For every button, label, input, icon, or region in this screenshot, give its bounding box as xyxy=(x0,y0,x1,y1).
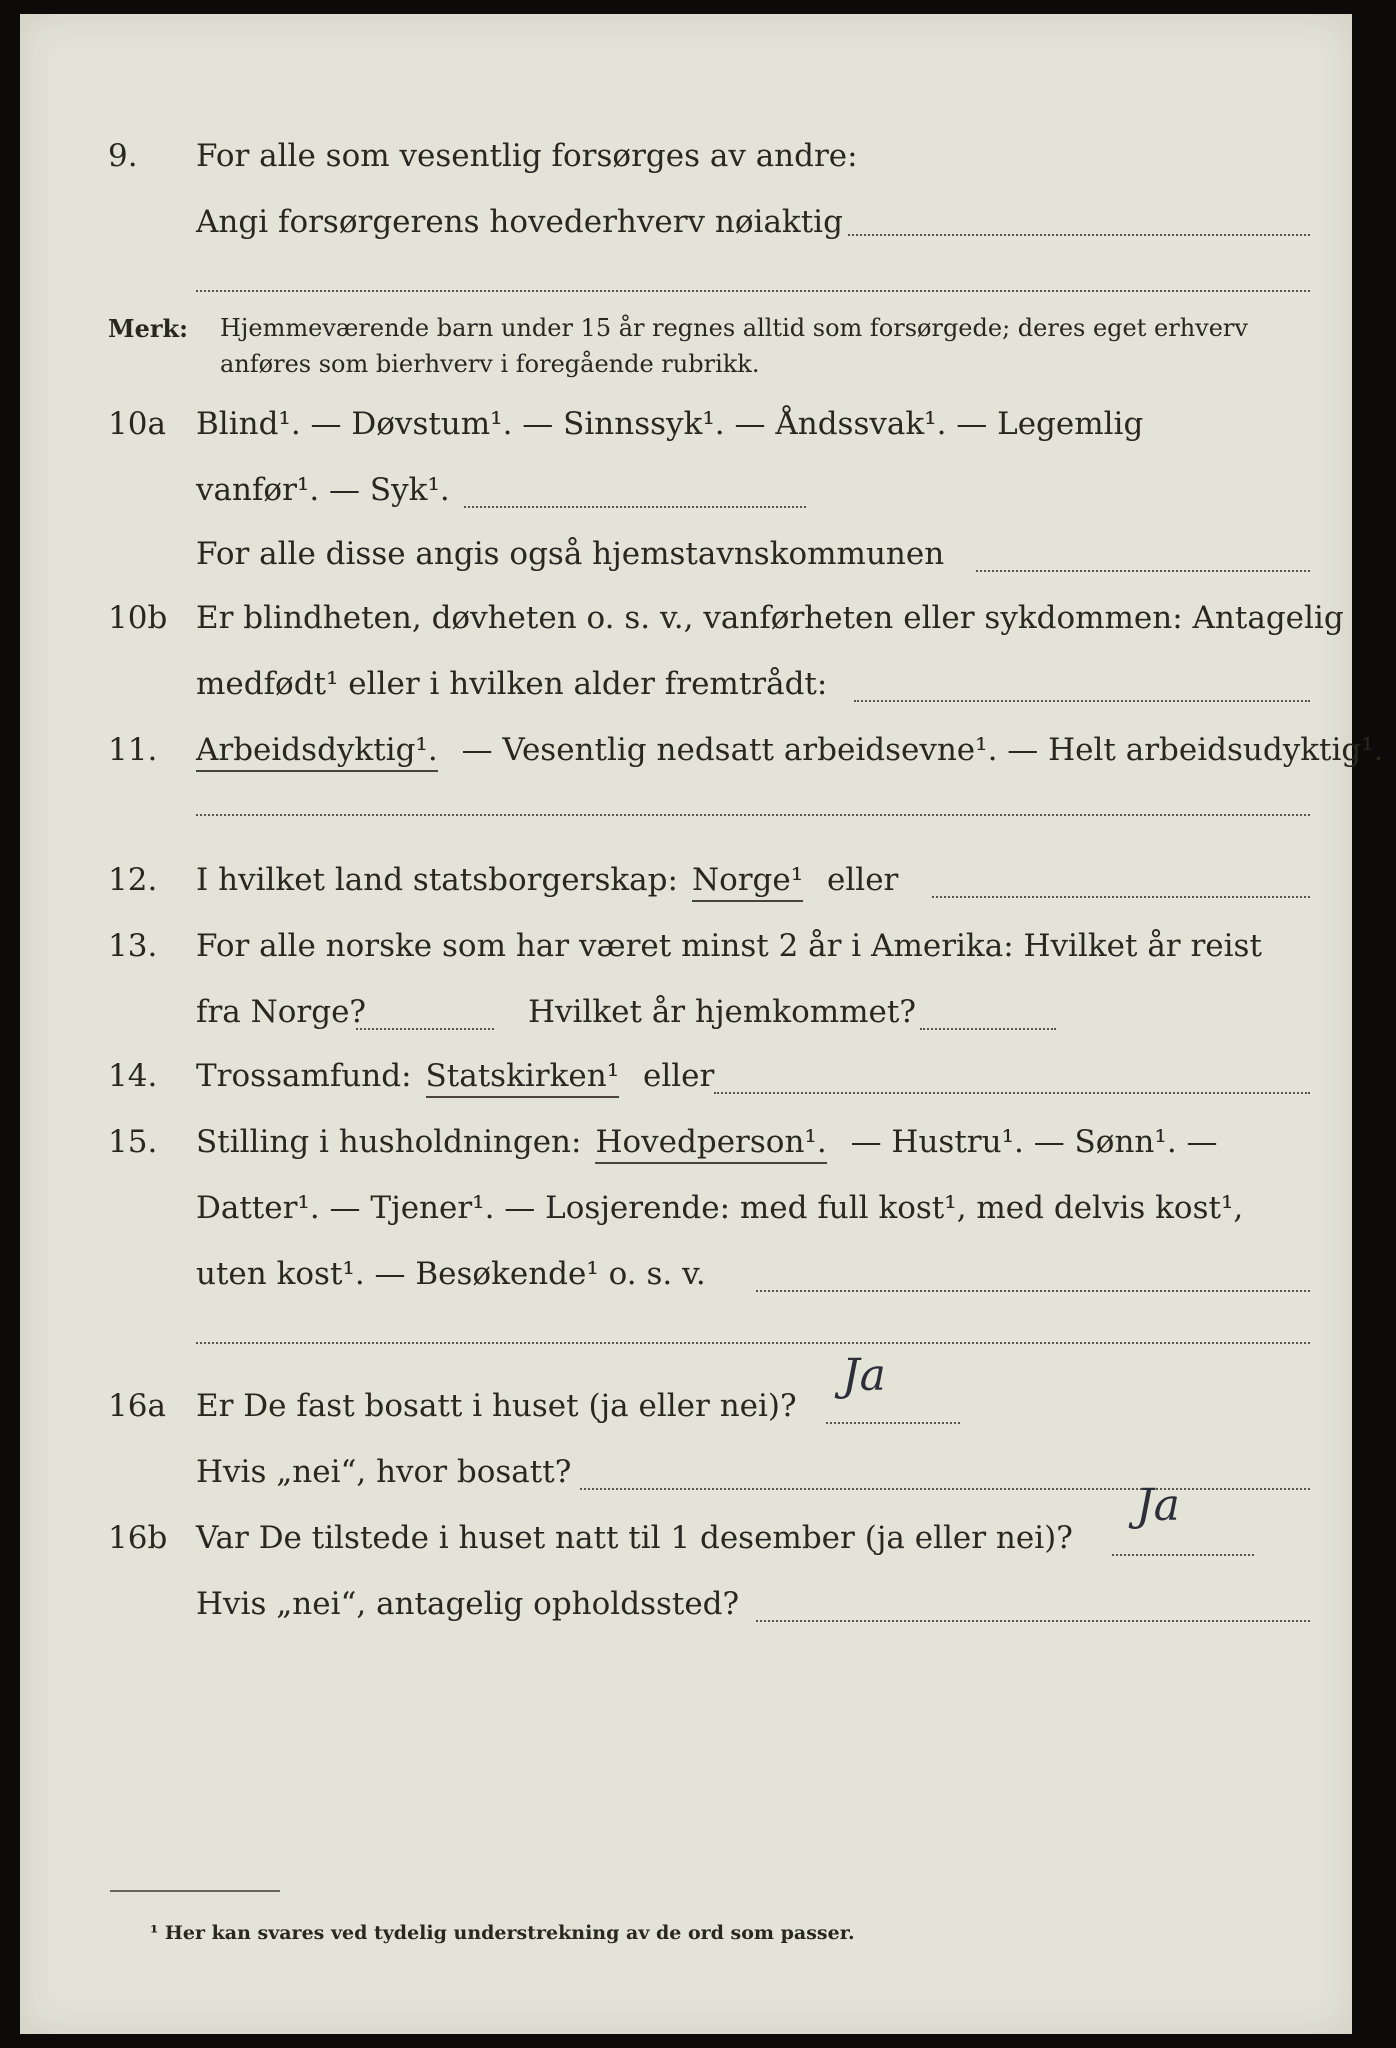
question-text: Er De fast bosatt i huset (ja eller nei)? xyxy=(196,1388,797,1424)
question-text: For alle som vesentlig forsørges av andre: xyxy=(196,138,858,174)
question-10b-line2 xyxy=(20,666,1352,716)
question-16a xyxy=(20,1388,1352,1438)
question-text: uten kost¹. — Besøkende¹ o. s. v. xyxy=(196,1256,706,1292)
question-9 xyxy=(20,138,1352,188)
question-text: Blind¹. — Døvstum¹. — Sinnssyk¹. — Åndssvak¹. — Legemlig xyxy=(196,406,1144,442)
answer-line[interactable] xyxy=(756,1620,1310,1622)
question-10a xyxy=(20,406,1352,456)
question-number: 10a xyxy=(108,406,166,442)
question-number: 10b xyxy=(108,600,168,636)
question-9-line2 xyxy=(20,204,1352,254)
answer-line[interactable] xyxy=(464,506,806,508)
question-text: For alle norske som har været minst 2 år i Amerika: Hvilket år reist xyxy=(196,928,1262,964)
question-label: Stilling i husholdningen: xyxy=(196,1124,582,1160)
answer-line[interactable] xyxy=(356,1028,494,1030)
question-number: 14. xyxy=(108,1058,158,1094)
question-label: eller xyxy=(827,862,899,898)
answer-line[interactable] xyxy=(976,570,1310,572)
question-16b-line2 xyxy=(20,1586,1352,1636)
answer-line[interactable] xyxy=(196,814,1310,816)
question-text: Hvis „nei“, antagelig opholdssted? xyxy=(196,1586,740,1622)
question-15-line3 xyxy=(20,1256,1352,1306)
question-text: Datter¹. — Tjener¹. — Losjerende: med full kost¹, med delvis kost¹, xyxy=(196,1190,1244,1226)
question-text: Hvilket år hjemkommet? xyxy=(528,994,916,1030)
answer-line[interactable] xyxy=(714,1092,1310,1094)
census-form-page xyxy=(20,14,1384,2034)
question-10b xyxy=(20,600,1352,650)
answer-line[interactable] xyxy=(920,1028,1056,1030)
note-line: anføres som bierhverv i foregående rubrikk. xyxy=(220,350,760,378)
question-13-line2 xyxy=(20,994,1352,1044)
question-number: 11. xyxy=(108,732,158,768)
selected-option[interactable]: Hovedperson¹. xyxy=(595,1124,826,1164)
answer-line[interactable] xyxy=(580,1488,1310,1490)
question-13 xyxy=(20,928,1352,978)
question-number: 16b xyxy=(108,1520,168,1556)
answer-line[interactable] xyxy=(848,234,1310,236)
question-text: For alle disse angis også hjemstavnskommunen xyxy=(196,536,945,572)
question-label: Trossamfund: xyxy=(196,1058,412,1094)
question-text: Angi forsørgerens hovederhverv nøiaktig xyxy=(196,204,843,240)
footnote-rule xyxy=(110,1890,280,1892)
question-options: — Vesentlig nedsatt arbeidsevne¹. — Helt arbeidsudyktig¹. xyxy=(461,732,1384,768)
selected-option[interactable]: Norge¹ xyxy=(692,862,803,902)
footnote: ¹ Her kan svares ved tydelig understrekning av de ord som passer. xyxy=(150,1922,855,1944)
question-15-line2 xyxy=(20,1190,1352,1240)
question-text xyxy=(196,1124,1232,1160)
answer-line[interactable] xyxy=(826,1422,960,1424)
selected-option[interactable]: Statskirken¹ xyxy=(426,1058,620,1098)
question-15 xyxy=(20,1124,1352,1174)
question-number: 16a xyxy=(108,1388,166,1424)
question-number: 15. xyxy=(108,1124,158,1160)
question-10a-line3 xyxy=(20,536,1352,586)
answer-line[interactable] xyxy=(196,1342,1310,1344)
question-11 xyxy=(20,732,1384,782)
question-number: 9. xyxy=(108,138,138,174)
question-text: vanfør¹. — Syk¹. xyxy=(196,472,450,508)
answer-line[interactable] xyxy=(196,290,1310,292)
question-text xyxy=(196,862,912,898)
question-options: — Hustru¹. — Sønn¹. — xyxy=(850,1124,1218,1160)
answer-line[interactable] xyxy=(756,1290,1310,1292)
answer-line[interactable] xyxy=(932,896,1310,898)
question-text: Var De tilstede i huset natt til 1 desember (ja eller nei)? xyxy=(196,1520,1073,1556)
note-text xyxy=(220,310,1248,382)
question-text: Er blindheten, døvheten o. s. v., vanførheten eller sykdommen: Antagelig xyxy=(196,600,1344,636)
handwritten-answer: Ja xyxy=(1136,1480,1180,1531)
note-line: Hjemmeværende barn under 15 år regnes alltid som forsørgede; deres eget erhverv xyxy=(220,314,1248,342)
question-text: medfødt¹ eller i hvilken alder fremtrådt: xyxy=(196,666,828,702)
question-12 xyxy=(20,862,1352,912)
question-text: fra Norge? xyxy=(196,994,367,1030)
answer-line[interactable] xyxy=(1112,1554,1254,1556)
question-number: 12. xyxy=(108,862,158,898)
handwritten-answer: Ja xyxy=(842,1350,886,1401)
answer-line[interactable] xyxy=(854,700,1310,702)
question-number: 13. xyxy=(108,928,158,964)
question-label: eller xyxy=(643,1058,715,1094)
selected-option[interactable]: Arbeidsdyktig¹. xyxy=(196,732,438,772)
question-text xyxy=(196,732,1396,768)
question-text xyxy=(196,1058,728,1094)
note-label: Merk: xyxy=(108,314,188,343)
question-10a-line2 xyxy=(20,472,1352,522)
question-label: I hvilket land statsborgerskap: xyxy=(196,862,678,898)
question-text: Hvis „nei“, hvor bosatt? xyxy=(196,1454,572,1490)
question-14 xyxy=(20,1058,1352,1108)
